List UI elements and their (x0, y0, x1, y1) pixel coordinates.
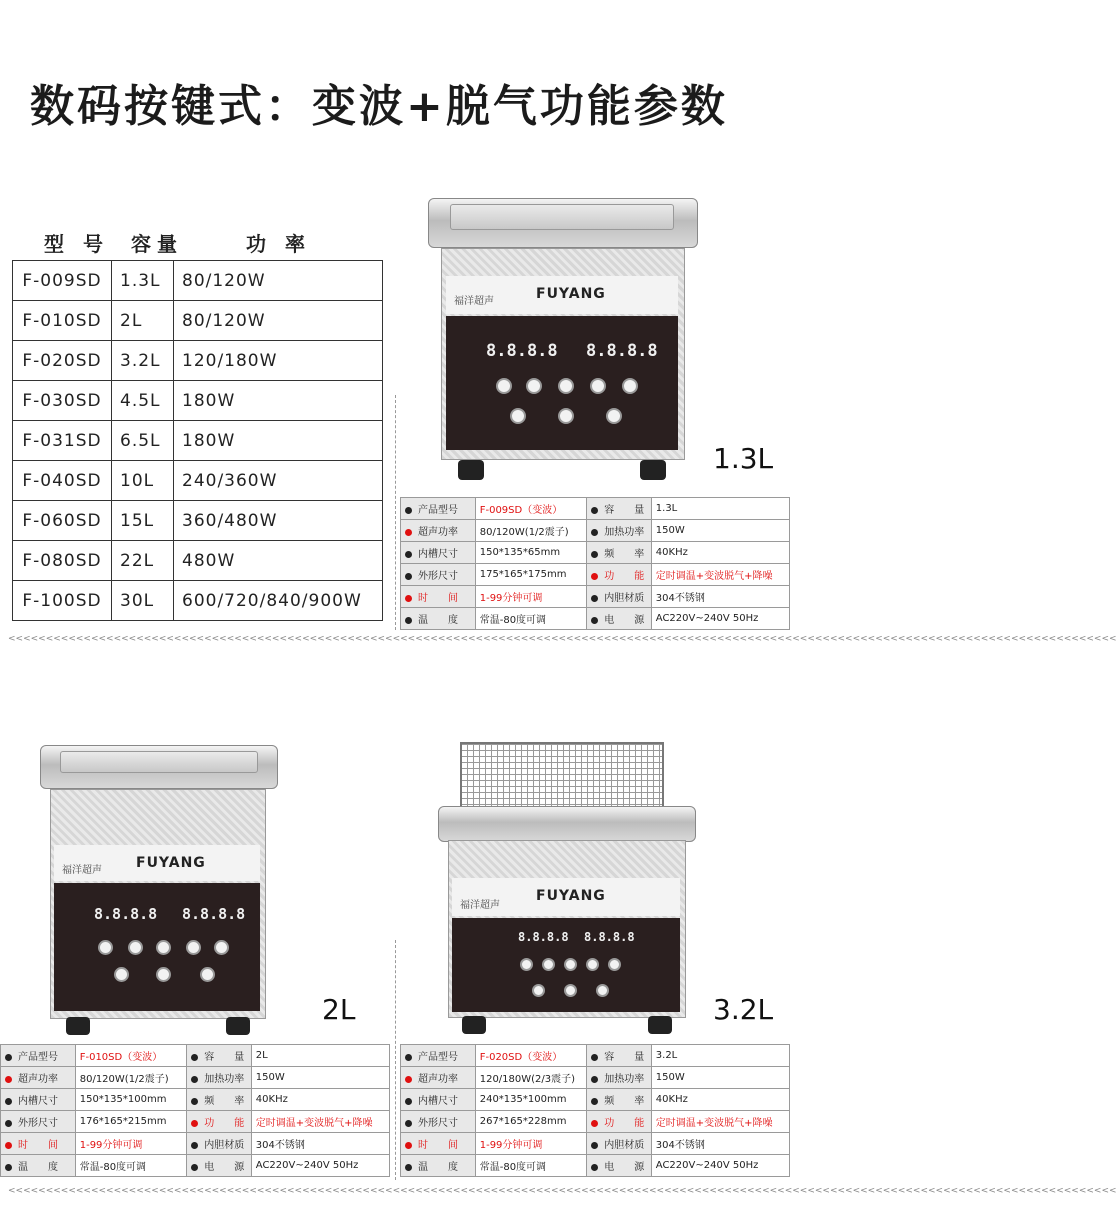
spec-value: 1-99分钟可调 (475, 586, 587, 608)
section-divider: <<<<<<<<<<<<<<<<<<<<<<<<<<<<<<<<<<<<<<<<<<<<<<<<<<<<<<<<<<<<<<<<<<<<<<<<<<<<<<<<<<<<<<<<<<<<<<<<<<<<<<<<<<<<<<<<<<<<<<<<<<<<<<<<<<<<<<<<<<<<<<<<<<< (8, 1186, 1117, 1196)
spec-label: 容 量 (187, 1045, 251, 1067)
machine-foot (458, 460, 484, 480)
spec-value: 120/180W(2/3震子) (475, 1067, 587, 1089)
spec-label: 容 量 (587, 1045, 651, 1067)
product-image-3-2l (438, 740, 698, 1036)
spec-value: 80/120W(1/2震子) (75, 1067, 187, 1089)
spec-value: 80/120W(1/2震子) (475, 520, 587, 542)
degas-button[interactable] (558, 408, 574, 424)
header-capacity: 容量 (131, 232, 183, 256)
brand-cn: 福洋超声 (454, 296, 494, 307)
spec-table-1-3l (400, 497, 790, 630)
spec-label: 内胆材质 (587, 1133, 651, 1155)
spec-value: 定时调温+变波脱气+降噪 (651, 1111, 789, 1133)
bullet-icon (405, 595, 412, 602)
table-row (401, 1067, 790, 1089)
size-label: 3.2L (713, 993, 774, 1026)
heat-button[interactable] (496, 378, 512, 394)
bullet-icon (191, 1120, 198, 1127)
bullet-icon (405, 507, 412, 514)
spec-value: 1-99分钟可调 (75, 1133, 187, 1155)
table-row (1, 1045, 390, 1067)
bullet-icon (405, 1120, 412, 1127)
spec-label: 外形尺寸 (1, 1111, 76, 1133)
spec-value: AC220V~240V 50Hz (251, 1155, 389, 1177)
degas-button[interactable] (564, 984, 577, 997)
table-row (401, 498, 790, 520)
table-row (1, 1155, 390, 1177)
divider-vertical (395, 940, 396, 1180)
table-row (13, 541, 383, 581)
spec-value: 240*135*100mm (475, 1089, 587, 1111)
bullet-icon (591, 1120, 598, 1127)
ultrasonic-onoff-button[interactable] (596, 984, 609, 997)
lid-handle (60, 751, 258, 773)
temp-display: 8.8.8.8 (94, 905, 158, 923)
spec-label: 频 率 (187, 1089, 251, 1111)
machine-foot (648, 1016, 672, 1034)
model-cell: F-031SD (13, 421, 112, 461)
table-row (401, 520, 790, 542)
bullet-icon (591, 595, 598, 602)
spec-value: 176*165*215mm (75, 1111, 187, 1133)
bullet-icon (591, 1098, 598, 1105)
spec-label: 产品型号 (401, 1045, 476, 1067)
power-cell: 80/120W (174, 301, 383, 341)
bullet-icon (591, 529, 598, 536)
power-cell: 600/720/840/900W (174, 581, 383, 621)
table-row (13, 381, 383, 421)
model-table (12, 260, 383, 621)
heat-onoff-button[interactable] (532, 984, 545, 997)
capacity-cell: 15L (112, 501, 174, 541)
bullet-icon (405, 1076, 412, 1083)
bullet-icon (591, 1142, 598, 1149)
bullet-icon (591, 617, 598, 624)
spec-value: 2L (251, 1045, 389, 1067)
spec-label: 频 率 (587, 1089, 651, 1111)
temp-button[interactable] (542, 958, 555, 971)
bullet-icon (5, 1142, 12, 1149)
bullet-icon (405, 1164, 412, 1171)
model-cell: F-080SD (13, 541, 112, 581)
machine-foot (226, 1017, 250, 1035)
table-row (13, 261, 383, 301)
mode-button[interactable] (558, 378, 574, 394)
time-down-button[interactable] (622, 378, 638, 394)
mode-button[interactable] (564, 958, 577, 971)
table-row (13, 581, 383, 621)
power-cell: 180W (174, 421, 383, 461)
time-display: 8.8.8.8 (182, 905, 246, 923)
spec-label: 频 率 (587, 542, 651, 564)
spec-value: 267*165*228mm (475, 1111, 587, 1133)
power-cell: 80/120W (174, 261, 383, 301)
bullet-icon (591, 1054, 598, 1061)
spec-value: 150*135*65mm (475, 542, 587, 564)
bullet-icon (405, 529, 412, 536)
capacity-cell: 10L (112, 461, 174, 501)
heat-button[interactable] (98, 940, 113, 955)
spec-value: 40KHz (251, 1089, 389, 1111)
bullet-icon (191, 1142, 198, 1149)
bullet-icon (405, 1142, 412, 1149)
spec-value: 150W (651, 520, 789, 542)
table-row (401, 1045, 790, 1067)
model-cell: F-010SD (13, 301, 112, 341)
spec-label: 时 间 (1, 1133, 76, 1155)
spec-label: 加热功率 (587, 520, 651, 542)
time-display: 8.8.8.8 (586, 341, 658, 361)
bullet-icon (405, 551, 412, 558)
spec-value: F-020SD（变波） (475, 1045, 587, 1067)
product-image-1-3l (428, 198, 698, 480)
spec-value: AC220V~240V 50Hz (651, 1155, 789, 1177)
mode-button[interactable] (156, 940, 171, 955)
power-cell: 120/180W (174, 341, 383, 381)
table-row (13, 501, 383, 541)
header-model: 型 号 (44, 232, 109, 256)
bullet-icon (405, 573, 412, 580)
spec-label: 功 能 (587, 1111, 651, 1133)
table-row (401, 1133, 790, 1155)
spec-value: 1-99分钟可调 (475, 1133, 587, 1155)
bullet-icon (5, 1164, 12, 1171)
brand-cn: 福洋超声 (460, 900, 500, 911)
bullet-icon (191, 1054, 198, 1061)
size-label: 2L (322, 993, 356, 1026)
table-row (13, 341, 383, 381)
bullet-icon (405, 617, 412, 624)
table-row (401, 542, 790, 564)
bullet-icon (591, 1076, 598, 1083)
capacity-cell: 22L (112, 541, 174, 581)
spec-value: 1.3L (651, 498, 789, 520)
spec-table-2l (0, 1044, 390, 1177)
model-cell: F-040SD (13, 461, 112, 501)
model-cell: F-060SD (13, 501, 112, 541)
temp-display: 8.8.8.8 (518, 930, 569, 944)
bullet-icon (405, 1054, 412, 1061)
spec-label: 电 源 (587, 608, 651, 630)
table-row (1, 1111, 390, 1133)
temp-button[interactable] (526, 378, 542, 394)
bullet-icon (5, 1120, 12, 1127)
table-row (1, 1067, 390, 1089)
heat-onoff-button[interactable] (510, 408, 526, 424)
spec-value: 常温-80度可调 (475, 608, 587, 630)
spec-value: 3.2L (651, 1045, 789, 1067)
table-row (1, 1133, 390, 1155)
spec-label: 时 间 (401, 586, 476, 608)
model-cell: F-009SD (13, 261, 112, 301)
time-display: 8.8.8.8 (584, 930, 635, 944)
heat-onoff-button[interactable] (114, 967, 129, 982)
model-cell: F-020SD (13, 341, 112, 381)
temp-display: 8.8.8.8 (486, 341, 558, 361)
bullet-icon (191, 1164, 198, 1171)
spec-label: 电 源 (587, 1155, 651, 1177)
time-down-button[interactable] (608, 958, 621, 971)
power-cell: 180W (174, 381, 383, 421)
spec-label: 超声功率 (1, 1067, 76, 1089)
table-row (13, 421, 383, 461)
spec-label: 外形尺寸 (401, 564, 476, 586)
brand-cn: 福洋超声 (62, 865, 102, 876)
spec-label: 时 间 (401, 1133, 476, 1155)
time-up-button[interactable] (586, 958, 599, 971)
time-up-button[interactable] (186, 940, 201, 955)
bullet-icon (191, 1076, 198, 1083)
section-divider: <<<<<<<<<<<<<<<<<<<<<<<<<<<<<<<<<<<<<<<<<<<<<<<<<<<<<<<<<<<<<<<<<<<<<<<<<<<<<<<<<<<<<<<<<<<<<<<<<<<<<<<<<<<<<<<<<<<<<<<<<<<<<<<<<<<<<<<<<<<<<<<<<<< (8, 634, 1117, 644)
table-row (401, 608, 790, 630)
capacity-cell: 2L (112, 301, 174, 341)
bullet-icon (405, 1098, 412, 1105)
spec-label: 温 度 (1, 1155, 76, 1177)
time-up-button[interactable] (590, 378, 606, 394)
spec-label: 功 能 (587, 564, 651, 586)
spec-label: 加热功率 (187, 1067, 251, 1089)
time-down-button[interactable] (214, 940, 229, 955)
table-row (13, 301, 383, 341)
spec-value: F-009SD（变波） (475, 498, 587, 520)
degas-button[interactable] (156, 967, 171, 982)
spec-value: 定时调温+变波脱气+降噪 (251, 1111, 389, 1133)
lid (438, 806, 696, 842)
spec-table-3-2l (400, 1044, 790, 1177)
bullet-icon (5, 1054, 12, 1061)
model-cell: F-100SD (13, 581, 112, 621)
spec-label: 内槽尺寸 (1, 1089, 76, 1111)
capacity-cell: 4.5L (112, 381, 174, 421)
bullet-icon (591, 551, 598, 558)
spec-value: 常温-80度可调 (75, 1155, 187, 1177)
spec-label: 加热功率 (587, 1067, 651, 1089)
product-image-2l (40, 745, 278, 1035)
spec-value: 175*165*175mm (475, 564, 587, 586)
model-cell: F-030SD (13, 381, 112, 421)
table-row (401, 1089, 790, 1111)
spec-value: 304不锈钢 (651, 586, 789, 608)
bullet-icon (591, 573, 598, 580)
spec-value: 40KHz (651, 1089, 789, 1111)
spec-value: 150W (251, 1067, 389, 1089)
bullet-icon (191, 1098, 198, 1105)
lid-handle (450, 204, 674, 230)
machine-foot (640, 460, 666, 480)
spec-label: 温 度 (401, 608, 476, 630)
spec-value: 常温-80度可调 (475, 1155, 587, 1177)
bullet-icon (591, 1164, 598, 1171)
spec-label: 外形尺寸 (401, 1111, 476, 1133)
spec-value: F-010SD（变波） (75, 1045, 187, 1067)
bullet-icon (591, 507, 598, 514)
spec-label: 产品型号 (1, 1045, 76, 1067)
spec-label: 容 量 (587, 498, 651, 520)
table-row (401, 1111, 790, 1133)
header-power: 功 率 (246, 232, 311, 256)
brand-logo: FUYANG (536, 888, 606, 904)
spec-label: 电 源 (187, 1155, 251, 1177)
spec-label: 温 度 (401, 1155, 476, 1177)
table-row (401, 1155, 790, 1177)
spec-label: 内胆材质 (187, 1133, 251, 1155)
table-row (401, 586, 790, 608)
capacity-cell: 3.2L (112, 341, 174, 381)
machine-foot (462, 1016, 486, 1034)
table-row (13, 461, 383, 501)
spec-value: 150*135*100mm (75, 1089, 187, 1111)
capacity-cell: 30L (112, 581, 174, 621)
divider-vertical (395, 395, 396, 630)
capacity-cell: 6.5L (112, 421, 174, 461)
size-label: 1.3L (713, 442, 774, 475)
bullet-icon (5, 1076, 12, 1083)
heat-button[interactable] (520, 958, 533, 971)
brand-logo: FUYANG (536, 286, 606, 302)
page-title: 数码按键式：变波+脱气功能参数 (30, 81, 728, 132)
machine-foot (66, 1017, 90, 1035)
spec-value: 304不锈钢 (251, 1133, 389, 1155)
table-row (401, 564, 790, 586)
spec-value: 40KHz (651, 542, 789, 564)
spec-label: 功 能 (187, 1111, 251, 1133)
spec-value: 304不锈钢 (651, 1133, 789, 1155)
brand-logo: FUYANG (136, 855, 206, 871)
ultrasonic-onoff-button[interactable] (606, 408, 622, 424)
spec-label: 产品型号 (401, 498, 476, 520)
spec-value: AC220V~240V 50Hz (651, 608, 789, 630)
power-cell: 240/360W (174, 461, 383, 501)
spec-label: 内槽尺寸 (401, 542, 476, 564)
spec-value: 150W (651, 1067, 789, 1089)
power-cell: 480W (174, 541, 383, 581)
capacity-cell: 1.3L (112, 261, 174, 301)
spec-label: 超声功率 (401, 1067, 476, 1089)
temp-button[interactable] (128, 940, 143, 955)
bullet-icon (5, 1098, 12, 1105)
spec-value: 定时调温+变波脱气+降噪 (651, 564, 789, 586)
table-row (1, 1089, 390, 1111)
power-cell: 360/480W (174, 501, 383, 541)
spec-label: 超声功率 (401, 520, 476, 542)
spec-label: 内胆材质 (587, 586, 651, 608)
spec-label: 内槽尺寸 (401, 1089, 476, 1111)
ultrasonic-onoff-button[interactable] (200, 967, 215, 982)
